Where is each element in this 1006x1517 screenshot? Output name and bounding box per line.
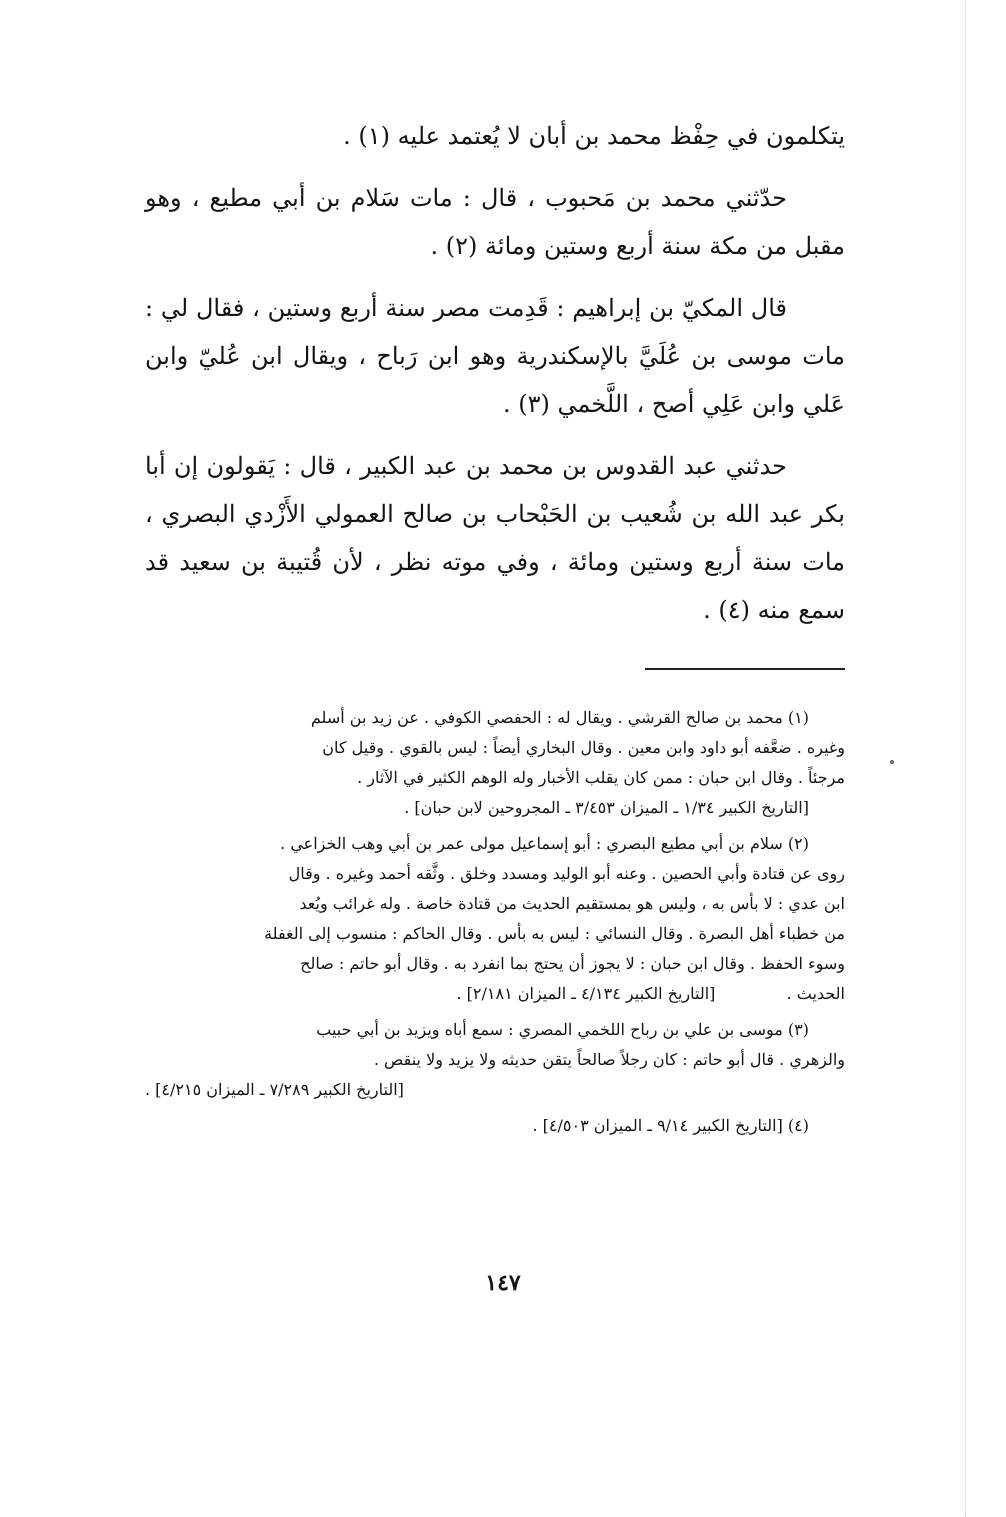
footnote-separator — [645, 668, 845, 670]
footnotes — [145, 703, 845, 1147]
footnote-line: مرجئاً . وقال ابن حبان : ممن كان يقلب الأخبار وله الوهم الكثير في الآثار . — [357, 768, 845, 787]
scan-edge — [965, 0, 966, 1517]
footnote-4 — [145, 1111, 845, 1141]
footnote-line: (٣) موسى بن علي بن رباح اللخمي المصري : سمع أباه ويزيد بن أبي حبيب — [316, 1020, 809, 1039]
footnote-line: (٤) [التاريخ الكبير ٩/١٤ ـ الميزان ٤/٥٠٣] . — [532, 1116, 809, 1135]
paragraph: يتكلمون في حِفْظ محمد بن أبان لا يُعتمد عليه (١) . — [343, 122, 845, 150]
footnote-line: من خطباء أهل البصرة . وقال النسائي : ليس به بأس . وقال الحاكم : منسوب إلى الغفلة — [264, 924, 845, 943]
page-number: ١٤٧ — [485, 1270, 521, 1296]
footnote-line: روى عن قتادة وأبي الحصين . وعنه أبو الوليد ومسدد وخلق . وثَّقه أحمد وغيره . وقال — [288, 864, 845, 883]
footnote-2 — [145, 829, 845, 1009]
footnote-line: (٢) سلام بن أبي مطيع البصري : أبو إسماعيل مولى عمر بن أبي وهب الخزاعي . — [280, 834, 809, 853]
paragraph: قال المكيّ بن إبراهيم : قَدِمت مصر سنة أربع وستين ، فقال لي : مات موسى بن عُلَيَّ بالإسكندرية وهو ابن رَباح ، ويقال ابن عُليّ وابن عَلي وابن عَلِي أصح ، اللَّخمي (٣) . — [145, 294, 845, 418]
footnote-line: وغيره . ضعَّفه أبو داود وابن معين . وقال البخاري أيضاً : ليس بالقوي . وقيل كان — [322, 738, 845, 757]
footnote-line: (١) محمد بن صالح القرشي . ويقال له : الحفصي الكوفي . عن زيد بن أسلم — [310, 708, 809, 727]
footnote-line: وسوء الحفظ . وقال ابن حبان : لا يجوز أن يحتج بما انفرد به . وقال أبو حاتم : صالح — [300, 954, 845, 973]
footnote-reference: [التاريخ الكبير ١/٣٤ ـ الميزان ٣/٤٥٣ ـ المجروحين لابن حبان] . — [404, 798, 809, 817]
footnote-line: والزهري . قال أبو حاتم : كان رجلاً صالحاً يتقن حديثه ولا يزيد ولا ينقص . — [373, 1050, 845, 1069]
footnote-3 — [145, 1015, 845, 1105]
paragraph: حدّثني محمد بن مَحبوب ، قال : مات سَلام بن أبي مطيع ، وهو مقبل من مكة سنة أربع وستين ومائة (٢) . — [145, 184, 845, 260]
footnote-reference: [التاريخ الكبير ٧/٢٨٩ ـ الميزان ٤/٢١٥] . — [145, 1080, 404, 1099]
main-text — [145, 112, 845, 648]
paragraph: حدثني عبد القدوس بن محمد بن عبد الكبير ، قال : يَقولون إن أبا بكر عبد الله بن شُعيب بن الحَبْحاب بن صالح العمولي الأَزْدي البصري ، مات سنة أربع وستين ومائة ، وفي موته نظر ، لأن قُتيبة بن سعيد قد سمع منه (٤) . — [145, 452, 845, 624]
footnote-line: ابن عدي : لا بأس به ، وليس هو بمستقيم الحديث من قتادة خاصة . وله غرائب ويُعد — [299, 894, 845, 913]
scan-speck — [890, 760, 894, 764]
footnote-1 — [145, 703, 845, 823]
footnote-line: الحديث . [التاريخ الكبير ٤/١٣٤ ـ الميزان ٢/١٨١] . — [456, 984, 845, 1003]
